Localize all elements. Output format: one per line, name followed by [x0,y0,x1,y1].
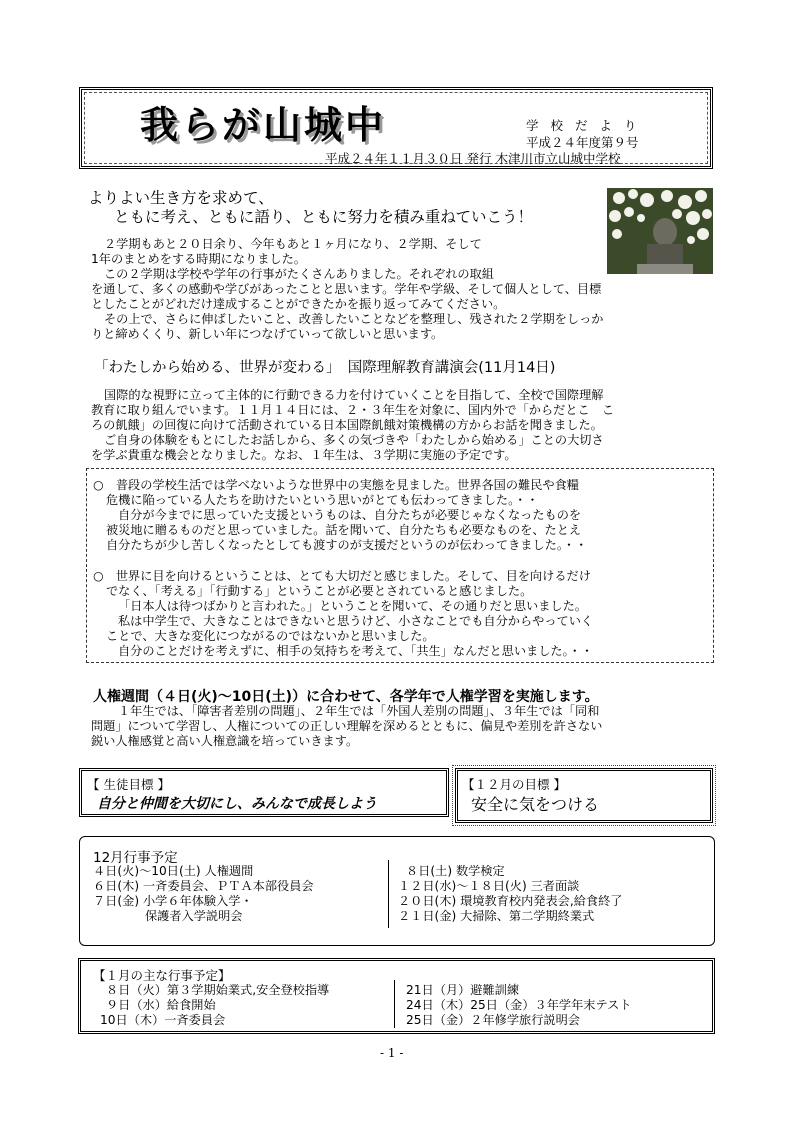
student-goal-text: 自分と仲間を大切にし、みんなで成長しよう [97,796,377,812]
issue-number: 平成２４年度第９号 [526,135,639,150]
comment-line: 自分たちが少し苦しくなったとしても渡すのが支援だというのが伝わってきました。・・ [106,538,588,552]
december-event: 保護者入学説明会 [145,909,243,923]
page-number: - 1 - [380,1046,404,1060]
december-event: ４日(火)～10日(土) 人権週間 [93,864,254,878]
lecture-line: ご自身の体験をもとにしたお話しから、多くの気づきや「わたしから始める」ことの大切さ [104,433,604,447]
rights-heading: 人権週間（４日(火)～10日(土)）に合わせて、各学年で人権学習を実施します。 [93,689,599,705]
december-event: ８日(土) 数学検定 [406,864,505,878]
december-event: ６日(木) 一斉委員会、ＰＴＡ本部役員会 [93,879,314,893]
lecture-line: 国際的な視野に立って主体的に行動できる力を付けていくことを目指して、全校で国際理解 [104,388,604,402]
january-event: ８日（火）第３学期始業式,安全登校指導 [106,983,330,997]
intro-heading-2: ともに考え、ともに語り、ともに努力を積み重ねていこう！ [114,208,534,226]
comment-line: 「日本人は待つばかりと言われた。」ということを聞いて、その通りだと思いました。 [118,599,587,613]
december-event: １２日(水)～１８日(火) 三者面談 [398,879,580,893]
december-schedule-title: 12月行事予定 [93,850,178,866]
december-event: ２１日(金) 大掃除、第二学期終業式 [398,909,595,923]
comment-line: ことで、大きな変化につながるのではないかと思いました。 [106,629,435,643]
january-event: 25日（金）２年修学旅行説明会 [406,1013,580,1027]
intro-line: としたことがどれだけ達成することができたかを振り返ってみてください。 [91,297,506,311]
intro-line: を通して、多くの感動や学びがあったことと思います。学年や学級、そして個人として、目標 [91,282,602,296]
comment-line: でなく、「考える」「行動する」ということが必要とされていると感じました。 [106,584,533,598]
monthly-goal-label: 【１２月の目標 】 [462,777,566,792]
intro-heading-1: よりよい生き方を求めて、 [88,189,274,207]
lecture-line: を学ぶ貴重な機会となりました。なお、１年生は、３学期に実施の予定です。 [91,448,517,462]
january-event: 21日（月）避難訓練 [406,983,520,997]
january-event: ９日（水）給食開始 [106,998,216,1012]
lecture-line: ろの飢餓」の回復に向けて活動されている日本国際飢餓対策機構の方からお話を聞きました。 [91,418,603,432]
statue-photo [607,188,713,274]
intro-line: ２学期もあと２０日余り、今年もあと１ヶ月になり、２学期、そして [104,237,482,251]
intro-line: 1年のまとめをする時期になりました。 [91,252,306,266]
december-divider [388,860,389,928]
january-divider [394,980,395,1028]
comment-line: ○ 世界に目を向けるということは、とても大切だと感じました。そして、目を向けるだけ [93,569,591,583]
comment-line: 自分が今までに思っていた支援というものは、自分たちが必要じゃなくなったものを [118,508,582,522]
newsletter-subtitle: 学 校 だ よ り [526,118,641,133]
monthly-goal-text: 安全に気をつける [471,795,600,814]
lecture-heading: 「わたしから始める、世界が変わる」 国際理解教育講演会(11月14日) [94,360,556,376]
student-goal-label: 【 生徒目標 】 [87,777,170,792]
intro-line: その上で、さらに伸ばしたいこと、改善したいことなどを整理し、残された２学期をしっか [104,312,604,326]
rights-line: １年生では、「障害者差別の問題」、２年生では「外国人差別の問題」、３年生では「同和 [118,704,600,718]
january-event: 10日（木）一斉委員会 [100,1013,226,1027]
december-event: ２０日(木) 環境教育校内発表会,給食終了 [398,894,623,908]
newsletter-title: 我らが山城中 [140,103,387,147]
comment-line: ○ 普段の学校生活では学べないような世界中の実態を見ました。世界各国の難民や食糧 [93,478,579,492]
publish-info: 平成２４年１１月３０日 発行 木津川市立山城中学校 [325,151,621,166]
rights-line: 鋭い人権感覚と高い人権意識を培っていきます。 [91,734,359,748]
lecture-line: 教育に取り組んでいます。１１月１４日には、２・３年生を対象に、国内外で「からだとこ こ [91,403,615,417]
rights-line: 問題」について学習し、人権についての正しい理解を深めるとともに、偏見や差別を許さない [91,719,603,733]
comment-line: 私は中学生で、大きなことはできないと思うけど、小さなことでも自分からやっていく [118,614,594,628]
comment-line: 自分のことだけを考えずに、相手の気持ちを考えて、「共生」なんだと思いました。・・ [118,644,594,658]
intro-line: りと締めくくり、新しい年につなげていって欲しいと思います。 [91,327,444,341]
comment-line: 被災地に贈るものだと思っていました。話を聞いて、自分たちも必要なものを、たとえ [106,523,582,537]
december-event: ７日(金) 小学６年体験入学・ [93,894,253,908]
comment-line: 危機に陥っている人たちを助けたいという思いがとても伝わってきました。・・ [106,493,539,507]
january-schedule-title: 【１月の主な行事予定】 [93,968,231,983]
intro-line: この２学期は学校や学年の行事がたくさんありました。それぞれの取組 [104,267,494,281]
january-event: 24日（木）25日（金）３年学年末テスト [406,998,632,1012]
